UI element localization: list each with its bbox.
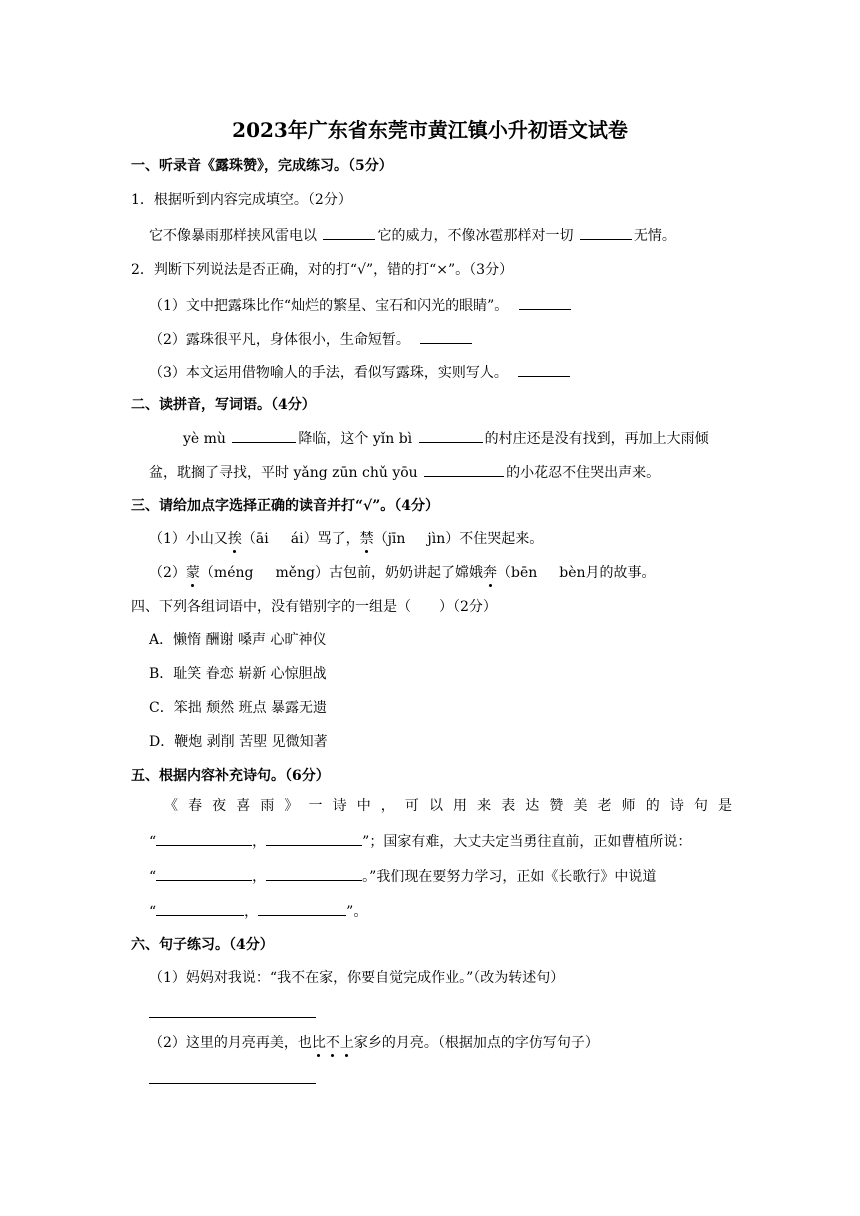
option-a[interactable]: A．懒惰 酬谢 嗓声 心旷神仪 xyxy=(149,632,327,648)
text-part: 家乡的月亮。（根据加点的字仿写句子） xyxy=(353,1035,599,1051)
sentence-question-2 xyxy=(149,1033,599,1053)
question-1: 1．根据听到内容完成填空。（2分） xyxy=(131,192,352,208)
section-5-heading: 五、根据内容补充诗句。（6分） xyxy=(131,768,330,784)
answer-blank[interactable] xyxy=(323,225,375,240)
poem-intro-line: 《春夜喜雨》一诗中，可以用来表达赞美老师的诗句是 xyxy=(164,798,732,814)
q2-item-3-text: （3）本文运用借物喻人的手法，看似写露珠，实则写人。 xyxy=(149,365,508,381)
section-6-heading: 六、句子练习。（4分） xyxy=(131,937,274,953)
question-2-item-2 xyxy=(149,329,472,350)
poem-line-3 xyxy=(149,866,656,887)
dotted-char: 挨 xyxy=(227,531,242,547)
question-2-item-1 xyxy=(149,295,571,316)
text-part: ， xyxy=(244,904,259,920)
pinyin-text-1: 降临，这个 xyxy=(298,431,369,447)
answer-blank[interactable] xyxy=(156,866,252,881)
answer-blank[interactable] xyxy=(580,225,632,240)
pinyin-text-3: 盆，耽搁了寻找，平时 xyxy=(149,465,289,481)
poem-line-2 xyxy=(149,831,691,852)
text-part: bèn月的故事。 xyxy=(559,565,656,581)
pinyin-text-2: 的村庄还是没有找到，再加上大雨倾 xyxy=(484,431,709,447)
question-2-item-3 xyxy=(149,362,570,383)
page-title: 2023年广东省东莞市黄江镇小升初语文试卷 xyxy=(232,118,628,142)
option-b[interactable]: B．耻笑 眷恋 崭新 心惊胆战 xyxy=(149,666,327,682)
pinyin-1: yè mù xyxy=(183,431,226,447)
section-3-heading: 三、请给加点字选择正确的读音并打“√”。（4分） xyxy=(131,498,440,514)
text-part: （2）这里的月亮再美，也 xyxy=(149,1035,312,1051)
q2-item-1-text: （1）文中把露珠比作“灿烂的繁星、宝石和闪光的眼睛”。 xyxy=(149,298,509,314)
answer-blank[interactable] xyxy=(420,329,472,344)
question-2: 2．判断下列说法是否正确，对的打“√”，错的打“×”。（3分） xyxy=(131,262,514,278)
text-part: “ xyxy=(149,904,157,920)
answer-blank[interactable] xyxy=(424,462,504,477)
text-part: （jīn xyxy=(373,531,406,547)
answer-blank[interactable] xyxy=(258,901,346,916)
answer-blank[interactable] xyxy=(518,362,570,377)
pinyin-line-2 xyxy=(149,462,660,483)
section-2-heading: 二、读拼音，写词语。（4分） xyxy=(131,397,316,413)
dotted-char: 比 xyxy=(311,1035,326,1051)
pinyin-3: yǎng zūn chǔ yōu xyxy=(293,465,418,481)
text-part: （āi xyxy=(241,531,269,547)
section-4-heading: 四、下列各组词语中，没有错别字的一组是（ ）（2分） xyxy=(131,599,497,615)
option-c[interactable]: C．笨拙 颓然 班点 暴露无遗 xyxy=(149,700,328,716)
q1-part-b: 它的威力，不像冰雹那样对一切 xyxy=(377,228,574,244)
text-part: ”；国家有难，大丈夫定当勇往直前，正如曹植所说： xyxy=(362,834,692,850)
text-part: “ xyxy=(149,869,157,885)
text-part: “ xyxy=(149,834,157,850)
text-part: （2） xyxy=(149,565,186,581)
pronunciation-line-1 xyxy=(149,529,543,549)
answer-line[interactable] xyxy=(149,1017,316,1018)
text-part: （1）小山又 xyxy=(149,531,228,547)
answer-blank[interactable] xyxy=(232,428,296,443)
q1-part-c: 无情。 xyxy=(633,228,676,244)
text-part: ”。 xyxy=(346,904,368,920)
pinyin-text-4: 的小花忍不住哭出声来。 xyxy=(506,465,661,481)
answer-line[interactable] xyxy=(149,1083,316,1084)
answer-blank[interactable] xyxy=(266,866,362,881)
text-part: jìn）不住哭起来。 xyxy=(427,531,544,547)
question-1-text xyxy=(149,225,676,246)
dotted-char: 蒙 xyxy=(185,565,200,581)
text-part: 。”我们现在要努力学习，正如《长歌行》中说道 xyxy=(362,869,657,885)
dotted-char: 奔 xyxy=(483,565,498,581)
answer-blank[interactable] xyxy=(419,428,483,443)
q2-item-2-text: （2）露珠很平凡，身体很小，生命短暂。 xyxy=(149,332,410,348)
pronunciation-line-2 xyxy=(149,563,656,583)
text-part: ， xyxy=(252,869,267,885)
answer-blank[interactable] xyxy=(266,831,362,846)
text-part: （bēn xyxy=(497,565,538,581)
pinyin-2: yǐn bì xyxy=(372,431,413,447)
text-part: měng）古包前，奶奶讲起了嫦娥 xyxy=(275,565,484,581)
answer-blank[interactable] xyxy=(156,831,252,846)
sentence-question-1: （1）妈妈对我说：“我不在家，你要自觉完成作业。”（改为转述句） xyxy=(149,970,565,986)
text-part: ， xyxy=(252,834,267,850)
q1-part-a: 它不像暴雨那样挟风雷电以 xyxy=(149,228,317,244)
poem-line-4 xyxy=(149,901,367,922)
option-d[interactable]: D．鞭炮 剥削 苦堲 见微知著 xyxy=(149,734,328,750)
dotted-char: 禁 xyxy=(359,531,374,547)
pinyin-line-1 xyxy=(183,428,709,449)
section-1-heading: 一、听录音《露珠赞》，完成练习。（5分） xyxy=(131,158,393,174)
text-part: （méng xyxy=(199,565,254,581)
answer-blank[interactable] xyxy=(519,295,571,310)
dotted-char: 不 xyxy=(325,1035,340,1051)
text-part: ái）骂了， xyxy=(290,531,360,547)
dotted-char: 上 xyxy=(339,1035,354,1051)
answer-blank[interactable] xyxy=(156,901,244,916)
